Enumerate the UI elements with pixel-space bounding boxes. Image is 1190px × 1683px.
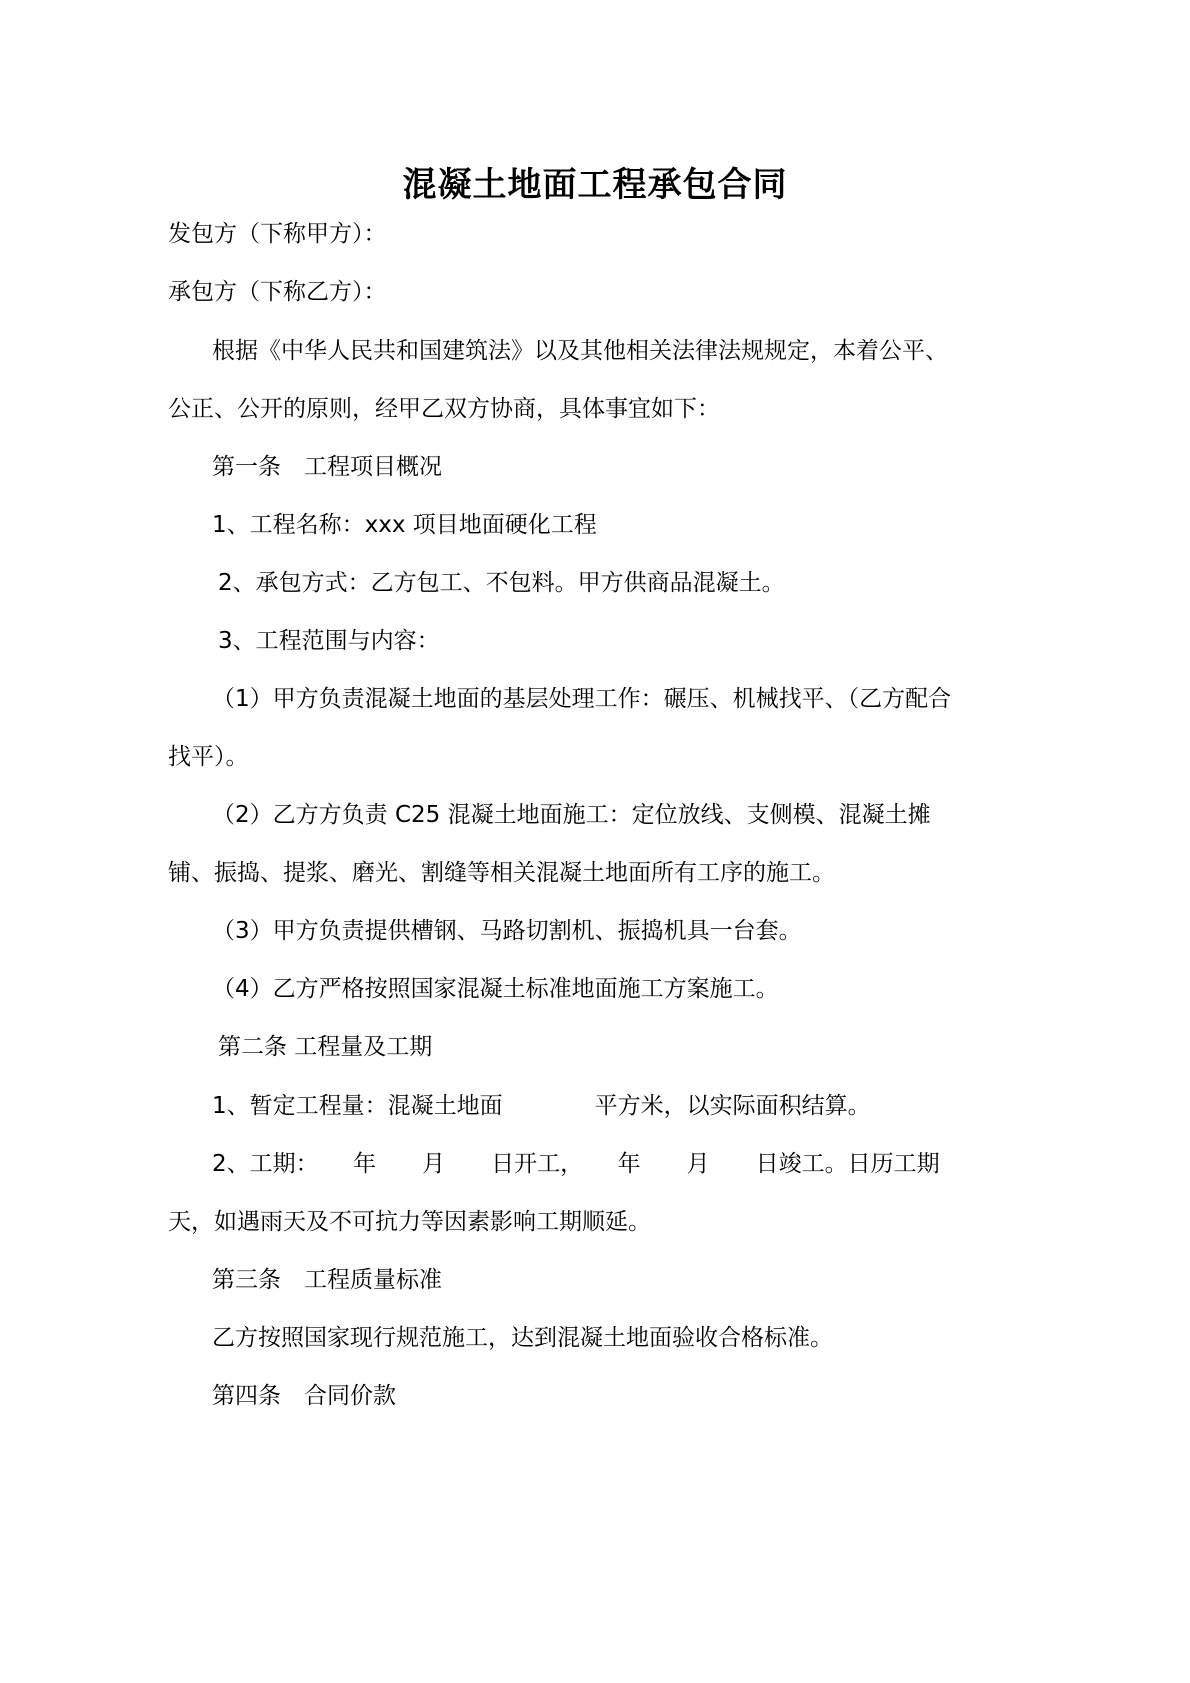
article-3-body: 乙方按照国家现行规范施工，达到混凝土地面验收合格标准。 xyxy=(212,1325,833,1351)
article-1-sub-1-line-2: 找平）。 xyxy=(168,744,249,770)
article-3-heading: 第三条 工程质量标准 xyxy=(212,1267,442,1293)
article-1-item-2: 2、承包方式：乙方包工、不包料。甲方供商品混凝土。 xyxy=(218,570,785,596)
article-1-item-1: 1、工程名称：xxx 项目地面硬化工程 xyxy=(212,512,597,538)
party-a-line: 发包方（下称甲方）： xyxy=(168,221,387,247)
article-1-sub-1-line-1: （1）甲方负责混凝土地面的基层处理工作：碾压、机械找平、（乙方配合 xyxy=(212,686,952,712)
article-1-sub-2-line-2: 铺、振捣、提浆、磨光、割缝等相关混凝土地面所有工序的施工。 xyxy=(168,860,835,886)
preamble-line-1: 根据《中华人民共和国建筑法》以及其他相关法律法规规定，本着公平、 xyxy=(212,338,948,364)
article-1-sub-3: （3）甲方负责提供槽钢、马路切割机、振捣机具一台套。 xyxy=(212,918,802,944)
article-1-sub-4: （4）乙方严格按照国家混凝土标准地面施工方案施工。 xyxy=(212,976,779,1002)
article-1-item-3: 3、工程范围与内容： xyxy=(218,628,440,654)
article-1-heading: 第一条 工程项目概况 xyxy=(212,454,442,480)
article-2-item-2-line-1: 2、工期： 年 月 日开工， 年 月 日竣工。日历工期 xyxy=(212,1151,940,1177)
article-2-item-2-line-2: 天，如遇雨天及不可抗力等因素影响工期顺延。 xyxy=(168,1209,651,1235)
article-1-sub-2-line-1: （2）乙方方负责 C25 混凝土地面施工：定位放线、支侧模、混凝土摊 xyxy=(212,802,931,828)
preamble-line-2: 公正、公开的原则，经甲乙双方协商，具体事宜如下： xyxy=(168,396,720,422)
document-title: 混凝土地面工程承包合同 xyxy=(402,165,788,205)
article-2-item-1: 1、暂定工程量：混凝土地面 平方米，以实际面积结算。 xyxy=(212,1093,871,1119)
article-2-heading: 第二条 工程量及工期 xyxy=(218,1034,433,1060)
party-b-line: 承包方（下称乙方）： xyxy=(168,279,387,305)
article-4-heading: 第四条 合同价款 xyxy=(212,1383,396,1409)
